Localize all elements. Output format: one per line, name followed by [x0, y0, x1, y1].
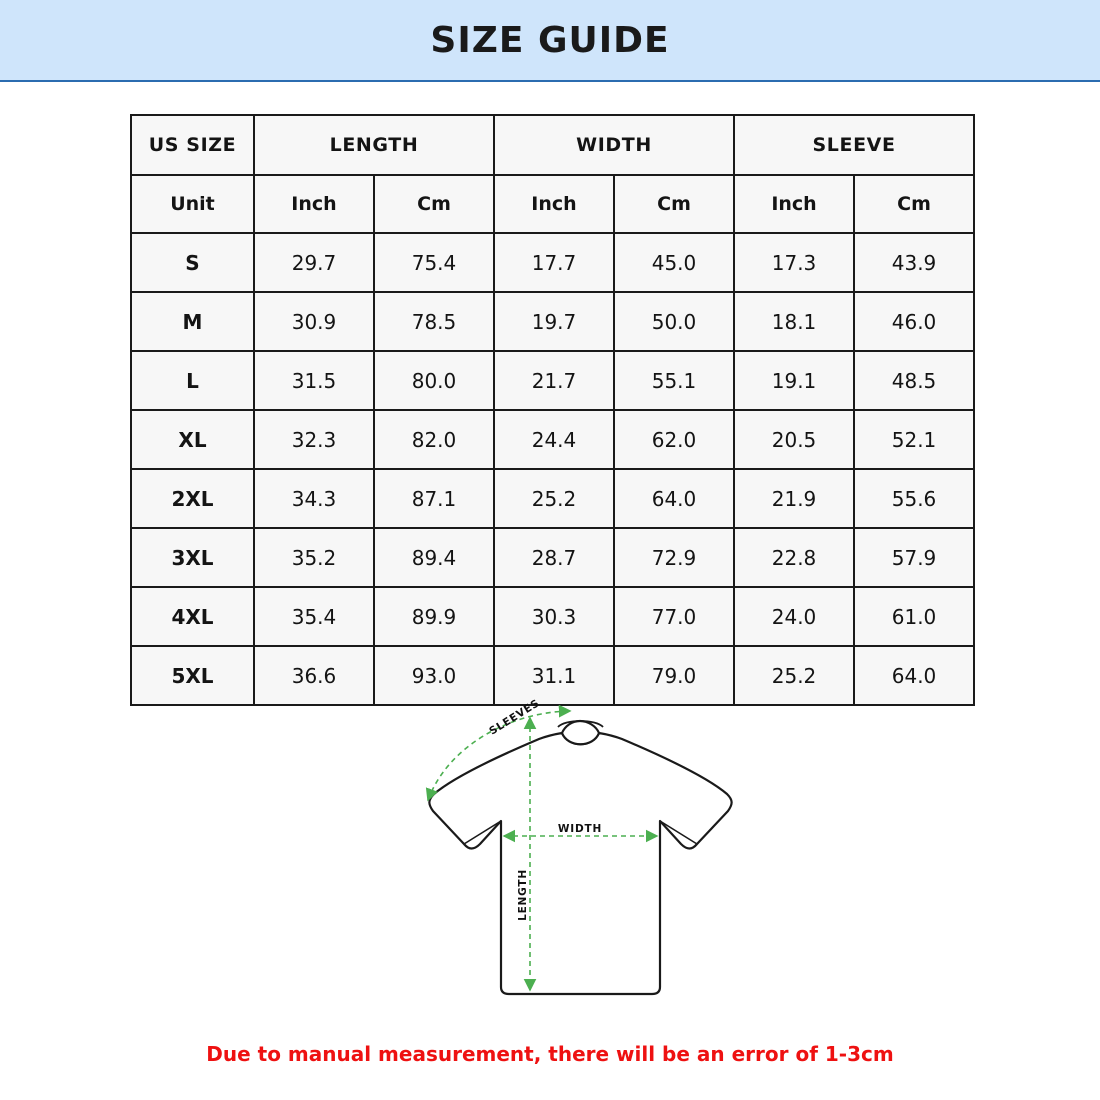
- row-length-inch: 35.2: [254, 528, 374, 587]
- row-size: 4XL: [131, 587, 254, 646]
- row-sleeve-inch: 22.8: [734, 528, 854, 587]
- table-row: [131, 528, 974, 587]
- table-row: [131, 351, 974, 410]
- row-width-inch: 30.3: [494, 587, 614, 646]
- row-length-cm: 87.1: [374, 469, 494, 528]
- table-row: [131, 233, 974, 292]
- table-unit-row: [131, 175, 974, 233]
- row-width-inch: 25.2: [494, 469, 614, 528]
- row-sleeve-inch: 18.1: [734, 292, 854, 351]
- table-row: [131, 292, 974, 351]
- row-sleeve-cm: 46.0: [854, 292, 974, 351]
- row-size: S: [131, 233, 254, 292]
- row-length-inch: 36.6: [254, 646, 374, 705]
- group-header-length: LENGTH: [254, 115, 494, 175]
- row-size: 3XL: [131, 528, 254, 587]
- row-width-cm: 79.0: [614, 646, 734, 705]
- row-width-inch: 17.7: [494, 233, 614, 292]
- row-length-inch: 29.7: [254, 233, 374, 292]
- row-width-cm: 55.1: [614, 351, 734, 410]
- row-width-inch: 31.1: [494, 646, 614, 705]
- row-sleeve-cm: 48.5: [854, 351, 974, 410]
- group-header-us-size: US SIZE: [131, 115, 254, 175]
- row-width-inch: 28.7: [494, 528, 614, 587]
- row-length-inch: 34.3: [254, 469, 374, 528]
- row-sleeve-cm: 55.6: [854, 469, 974, 528]
- row-sleeve-cm: 52.1: [854, 410, 974, 469]
- sleeve-label: SLEEVES: [487, 697, 542, 738]
- row-size: XL: [131, 410, 254, 469]
- group-header-width: WIDTH: [494, 115, 734, 175]
- row-size: 5XL: [131, 646, 254, 705]
- row-sleeve-inch: 24.0: [734, 587, 854, 646]
- table-row: [131, 587, 974, 646]
- row-sleeve-cm: 43.9: [854, 233, 974, 292]
- row-width-inch: 19.7: [494, 292, 614, 351]
- unit-width-inch: Inch: [494, 175, 614, 233]
- row-width-inch: 24.4: [494, 410, 614, 469]
- row-sleeve-cm: 57.9: [854, 528, 974, 587]
- row-length-inch: 32.3: [254, 410, 374, 469]
- row-sleeve-cm: 61.0: [854, 587, 974, 646]
- row-width-cm: 72.9: [614, 528, 734, 587]
- page-title: SIZE GUIDE: [430, 19, 670, 61]
- row-sleeve-inch: 25.2: [734, 646, 854, 705]
- row-sleeve-inch: 21.9: [734, 469, 854, 528]
- row-size: L: [131, 351, 254, 410]
- table-group-header-row: [131, 115, 974, 175]
- row-width-cm: 62.0: [614, 410, 734, 469]
- row-size: 2XL: [131, 469, 254, 528]
- table-row: [131, 410, 974, 469]
- unit-length-cm: Cm: [374, 175, 494, 233]
- row-length-cm: 93.0: [374, 646, 494, 705]
- group-header-sleeve: SLEEVE: [734, 115, 974, 175]
- row-length-inch: 31.5: [254, 351, 374, 410]
- row-length-cm: 89.4: [374, 528, 494, 587]
- row-width-cm: 64.0: [614, 469, 734, 528]
- measurement-disclaimer: Due to manual measurement, there will be an error of 1-3cm: [206, 1042, 894, 1066]
- tshirt-outline: [429, 721, 731, 994]
- unit-sleeve-inch: Inch: [734, 175, 854, 233]
- row-length-cm: 89.9: [374, 587, 494, 646]
- row-width-cm: 77.0: [614, 587, 734, 646]
- row-length-cm: 82.0: [374, 410, 494, 469]
- row-length-inch: 30.9: [254, 292, 374, 351]
- row-width-inch: 21.7: [494, 351, 614, 410]
- row-sleeve-inch: 20.5: [734, 410, 854, 469]
- row-size: M: [131, 292, 254, 351]
- row-length-cm: 75.4: [374, 233, 494, 292]
- row-length-inch: 35.4: [254, 587, 374, 646]
- row-length-cm: 80.0: [374, 351, 494, 410]
- row-sleeve-cm: 64.0: [854, 646, 974, 705]
- size-table-container: [130, 114, 973, 706]
- width-label: WIDTH: [557, 823, 603, 835]
- unit-sleeve-cm: Cm: [854, 175, 974, 233]
- row-sleeve-inch: 17.3: [734, 233, 854, 292]
- row-length-cm: 78.5: [374, 292, 494, 351]
- unit-width-cm: Cm: [614, 175, 734, 233]
- unit-label: Unit: [131, 175, 254, 233]
- row-width-cm: 45.0: [614, 233, 734, 292]
- length-label: LENGTH: [517, 869, 529, 921]
- row-width-cm: 50.0: [614, 292, 734, 351]
- unit-length-inch: Inch: [254, 175, 374, 233]
- row-sleeve-inch: 19.1: [734, 351, 854, 410]
- size-guide-table: [130, 114, 975, 706]
- tshirt-measurement-diagram: [400, 690, 760, 1030]
- table-row: [131, 469, 974, 528]
